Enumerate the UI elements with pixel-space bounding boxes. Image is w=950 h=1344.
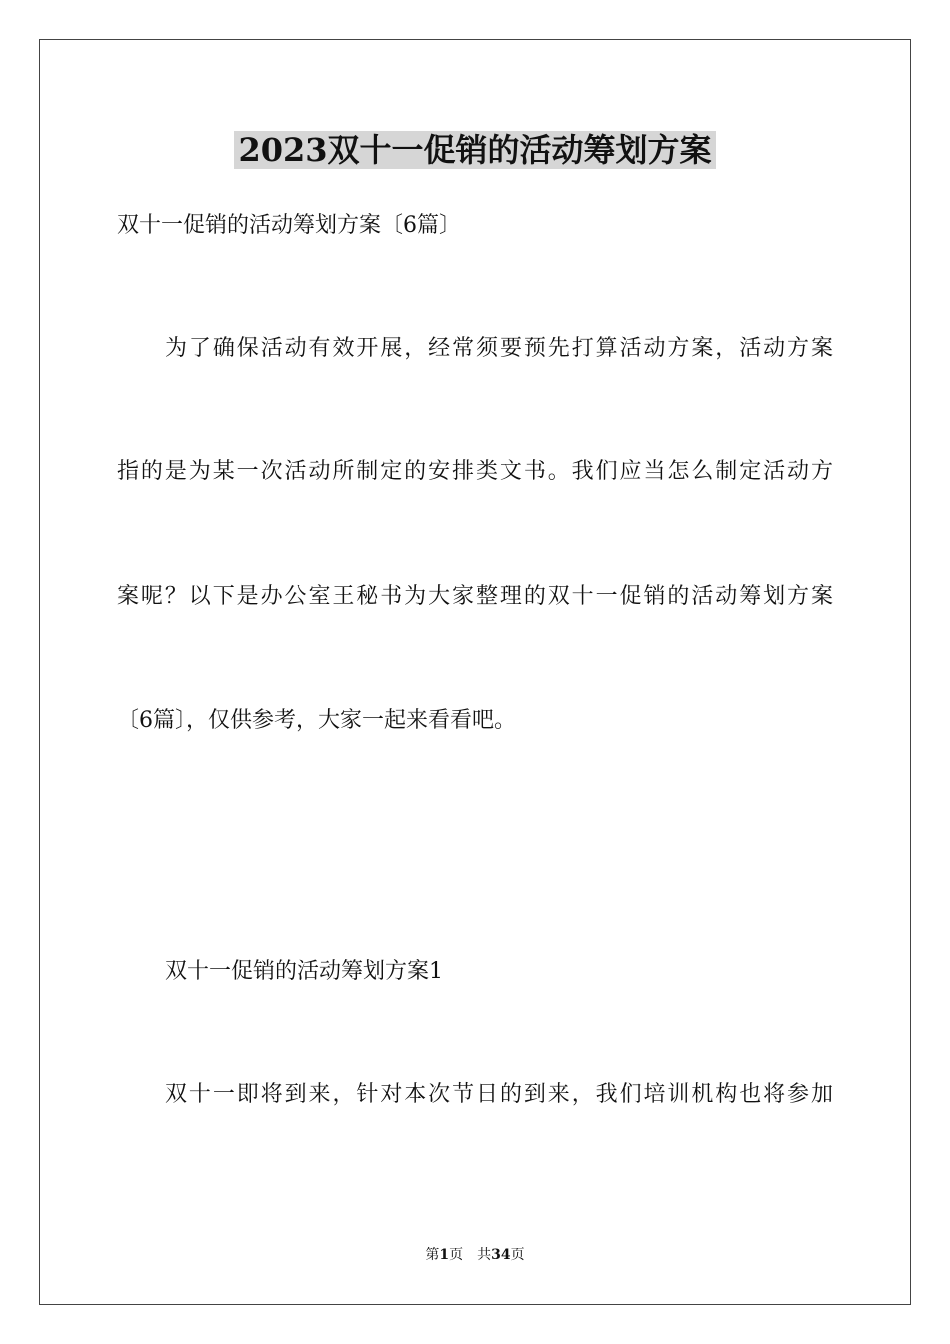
footer-page-prefix: 第	[425, 1247, 440, 1263]
footer-total-suffix: 页	[510, 1247, 525, 1263]
paragraph-line-3: 案呢？以下是办公室王秘书为大家整理的双十一促销的活动筹划方案	[117, 584, 833, 609]
paragraph-line-5: 双十一即将到来，针对本次节日的到来，我们培训机构也将参加	[165, 1082, 833, 1107]
footer-page-suffix: 页	[449, 1247, 464, 1263]
footer-total-prefix: 共	[477, 1247, 492, 1263]
document-title	[0, 128, 950, 172]
document-title-text: 2023双十一促销的活动筹划方案	[234, 131, 715, 169]
section-heading: 双十一促销的活动筹划方案1	[165, 959, 443, 984]
paragraph-line-2: 指的是为某一次活动所制定的安排类文书。我们应当怎么制定活动方	[117, 459, 833, 484]
paragraph-line-1: 为了确保活动有效开展，经常须要预先打算活动方案，活动方案	[165, 336, 833, 361]
subtitle-line: 双十一促销的活动筹划方案〔6篇〕	[117, 213, 461, 238]
footer-page-total: 34	[491, 1247, 511, 1263]
page-footer	[0, 1245, 950, 1265]
paragraph-line-4: 〔6篇〕，仅供参考，大家一起来看看吧。	[117, 708, 516, 733]
footer-page-current: 1	[439, 1247, 450, 1263]
